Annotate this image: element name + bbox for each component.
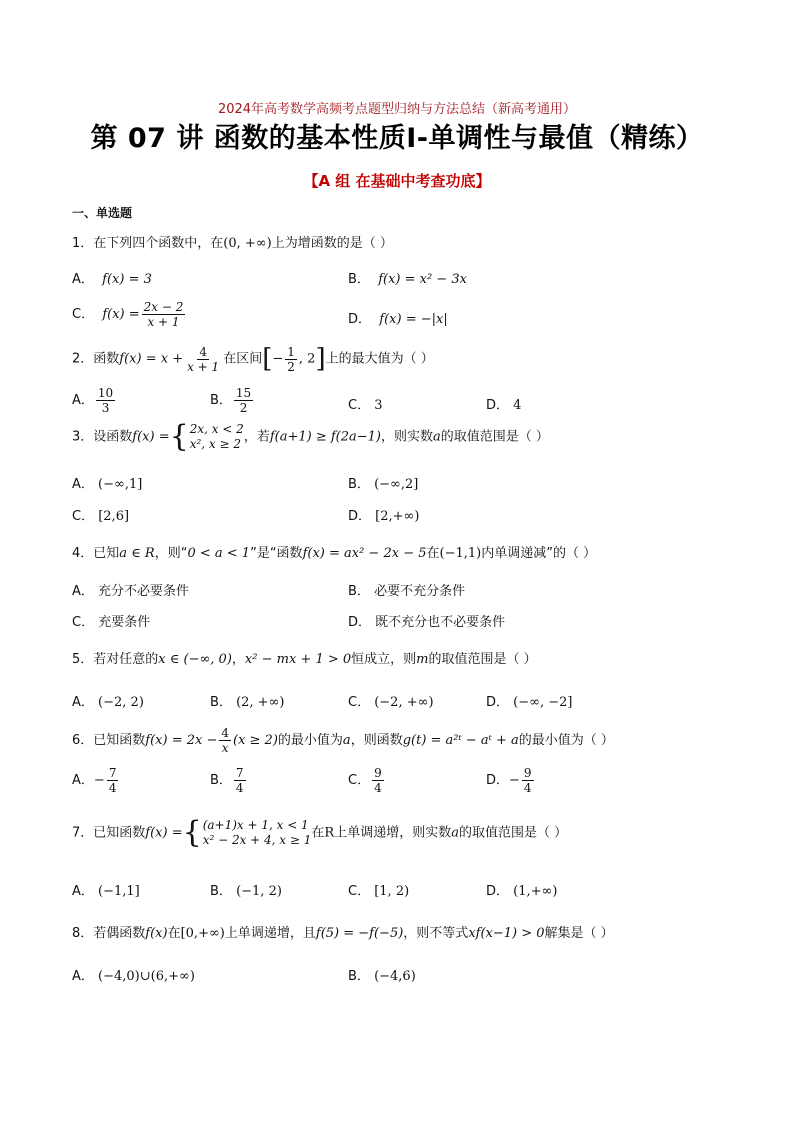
q7-a-label: A．	[72, 884, 94, 899]
q1-option-b	[348, 268, 467, 287]
q3-variable: a	[433, 429, 441, 445]
q4-a-value: 充分不必要条件	[98, 584, 190, 599]
q8-fx: f(x)	[145, 926, 168, 941]
q8-a-value: (−4,0)∪(6,+∞)	[98, 969, 195, 984]
q4-d-value: 既不充分也不必要条件	[375, 615, 506, 630]
q2-d-label: D．	[486, 398, 510, 413]
q5-text-post2: 的取值范围是（ ）	[428, 652, 537, 667]
q2-a-den: 3	[101, 401, 110, 415]
q5-a-label: A．	[72, 695, 94, 710]
q6-domain: (x ≥ 2)	[233, 733, 278, 748]
q7-fx: f(x) =	[145, 825, 183, 841]
q3-piecewise	[169, 419, 244, 454]
q7-d-label: D．	[486, 884, 510, 899]
q2-text-pre: 2．函数	[72, 351, 120, 367]
q2-interval-neg: −	[272, 351, 284, 367]
question-3	[72, 419, 549, 454]
q1-a-value: f(x) = 3	[102, 272, 152, 287]
q4-option-d	[348, 611, 505, 630]
q2-frac-num: 4	[199, 344, 207, 359]
q1-b-label: B．	[348, 272, 370, 287]
q2-c-value: 3	[374, 398, 383, 413]
q7-variable: a	[451, 825, 459, 841]
q2-interval-open: [	[262, 344, 273, 374]
q6-b-num: 7	[235, 766, 244, 780]
q6-option-c	[348, 766, 386, 795]
q2-option-b	[210, 386, 255, 415]
q7-option-d	[486, 880, 557, 899]
q1-c-den: x + 1	[147, 315, 180, 329]
q2-option-d	[486, 394, 521, 413]
q5-option-b	[210, 691, 284, 710]
q4-text-mid2: ”是“函数	[250, 546, 303, 561]
q1-option-a	[72, 268, 152, 287]
q8-text-mid3: ，则不等式	[403, 926, 469, 941]
q7-d-value: (1,+∞)	[513, 884, 558, 899]
q2-d-value: 4	[513, 398, 522, 413]
series-subtitle: 2024年高考数学高频考点题型归纳与方法总结（新高考通用）	[217, 102, 577, 117]
q3-d-value: [2,+∞)	[375, 509, 420, 524]
q2-frac-den: x + 1	[187, 359, 220, 374]
q6-c-label: C．	[348, 773, 371, 788]
q6-a-num: 7	[108, 766, 117, 780]
q6-a-fraction	[107, 766, 119, 795]
q7-case-1: (a+1)x + 1, x < 1	[202, 818, 309, 832]
q6-d-neg: −	[509, 773, 520, 788]
q5-condition-1: x ∈ (−∞, 0)	[158, 652, 232, 667]
q6-text-pre: 6．已知函数	[72, 733, 146, 748]
q7-b-value: (−1, 2)	[236, 884, 282, 899]
q1-interval: (0, +∞)	[223, 236, 272, 251]
q4-option-b	[348, 580, 465, 599]
q6-d-fraction	[522, 766, 534, 795]
q7-text-mid: 在	[311, 825, 325, 841]
q3-option-a	[72, 473, 142, 492]
q3-text-mid: ，若	[243, 429, 270, 445]
q6-b-den: 4	[235, 781, 244, 795]
q4-option-a	[72, 580, 189, 599]
q6-d-den: 4	[523, 781, 532, 795]
q8-text-mid1: 在	[167, 926, 181, 941]
q4-interval: (−1,1)	[439, 546, 482, 561]
q5-text-post1: 恒成立，则	[351, 652, 417, 667]
q7-c-value: [1, 2)	[374, 884, 410, 899]
q8-inequality: xf(x−1) > 0	[468, 926, 545, 941]
question-1	[72, 232, 393, 251]
q5-text-pre: 5．若对任意的	[72, 652, 159, 667]
q5-variable: m	[416, 652, 429, 667]
q7-case-2: x² − 2x + 4, x ≥ 1	[202, 833, 312, 847]
q2-a-fraction	[96, 386, 115, 415]
q4-d-label: D．	[348, 615, 372, 630]
q8-b-label: B．	[348, 969, 370, 984]
q6-option-d	[486, 766, 536, 795]
q3-c-label: C．	[72, 509, 95, 524]
q7-text-post2: 的取值范围是（ ）	[458, 825, 568, 841]
q1-a-label: A．	[72, 272, 94, 287]
q6-c-num: 9	[374, 766, 382, 780]
q4-text-mid1: ，则“	[154, 546, 188, 561]
q4-text-mid3: 在	[426, 546, 440, 561]
q5-c-label: C．	[348, 695, 371, 710]
q4-function: f(x) = ax² − 2x − 5	[302, 546, 427, 561]
q8-text-pre: 8．若偶函数	[72, 926, 146, 941]
q1-option-c	[72, 300, 187, 329]
q1-c-label: C．	[72, 307, 95, 322]
q2-option-a	[72, 386, 117, 415]
q8-text-mid2: 上单调递增，且	[224, 926, 316, 941]
q7-a-value: (−1,1]	[98, 884, 140, 899]
q1-c-lhs: f(x) =	[102, 307, 140, 322]
q3-case-2: x², x ≥ 2	[189, 437, 241, 451]
q8-option-a	[72, 965, 195, 984]
q2-int-den: 2	[287, 359, 295, 374]
q8-b-value: (−4,6)	[374, 969, 416, 984]
q4-option-c	[72, 611, 150, 630]
q6-a-den: 4	[108, 781, 117, 795]
q3-b-value: (−∞,2]	[374, 477, 419, 492]
q6-option-b	[210, 766, 248, 795]
q6-text-post: 的最小值为（ ）	[518, 733, 614, 748]
q7-text-pre: 7．已知函数	[72, 825, 146, 841]
q6-variable: a	[342, 733, 351, 748]
q3-text-post2: 的取值范围是（ ）	[440, 429, 549, 445]
q4-c-label: C．	[72, 615, 95, 630]
q2-interval-fraction	[285, 345, 297, 374]
q5-d-value: (−∞, −2]	[513, 695, 573, 710]
q3-case-1: 2x, x < 2	[189, 422, 244, 436]
q6-d-label: D．	[486, 773, 510, 788]
q7-piecewise	[182, 815, 312, 850]
q6-a-neg: −	[93, 773, 105, 788]
q6-d-num: 9	[523, 766, 532, 780]
q5-option-d	[486, 691, 572, 710]
q3-text-pre: 3．设函数	[72, 429, 133, 445]
q8-a-label: A．	[72, 969, 94, 984]
q2-a-label: A．	[72, 393, 94, 408]
q2-option-c	[348, 394, 383, 413]
q5-a-value: (−2, 2)	[98, 695, 144, 710]
q1-d-value: f(x) = −|x|	[379, 312, 448, 327]
q8-option-b	[348, 965, 416, 984]
q1-d-label: D．	[348, 312, 372, 327]
q5-option-a	[72, 691, 144, 710]
q1-option-d	[348, 308, 448, 327]
question-6	[72, 726, 614, 755]
q2-b-den: 2	[239, 401, 248, 415]
q6-frac-num: 4	[221, 726, 229, 740]
q3-fx: f(x) =	[132, 429, 170, 445]
q5-b-label: B．	[210, 695, 232, 710]
question-5	[72, 648, 537, 667]
q4-c-value: 充要条件	[98, 615, 151, 630]
q3-d-label: D．	[348, 509, 372, 524]
q7-c-label: C．	[348, 884, 371, 899]
q8-condition: f(5) = −f(−5)	[315, 926, 404, 941]
q4-condition-1: a ∈ R	[119, 546, 155, 561]
q2-c-label: C．	[348, 398, 371, 413]
q5-text-mid: ，	[231, 652, 245, 667]
q7-option-a	[72, 880, 140, 899]
q1-text-pre: 1．在下列四个函数中，在	[72, 236, 224, 251]
group-heading: 【A 组 在基础中考查功底】	[303, 172, 491, 190]
q7-text-post1: 上单调递增，则实数	[334, 825, 452, 841]
q3-b-label: B．	[348, 477, 370, 492]
q5-option-c	[348, 691, 434, 710]
q2-fraction	[185, 345, 221, 374]
q3-a-value: (−∞,1]	[98, 477, 143, 492]
q2-fx: f(x) = x +	[119, 351, 184, 367]
q6-c-den: 4	[374, 781, 382, 795]
q6-a-label: A．	[72, 773, 94, 788]
q1-b-value: f(x) = x² − 3x	[378, 272, 467, 287]
q3-c-value: [2,6]	[98, 509, 130, 524]
q8-text-post: 解集是（ ）	[544, 926, 614, 941]
q2-interval-close: ]	[315, 344, 326, 374]
q2-int-num: 1	[287, 344, 295, 359]
q7-brace-glyph: {	[182, 815, 202, 850]
q6-c-fraction	[372, 766, 384, 795]
q3-text-post1: ，则实数	[381, 429, 434, 445]
q7-real-set: R	[324, 825, 335, 841]
question-4	[72, 542, 596, 561]
q1-text-post: 上为增函数的是（ ）	[271, 236, 393, 251]
q5-c-value: (−2, +∞)	[374, 695, 434, 710]
q2-b-label: B．	[210, 393, 232, 408]
q3-a-label: A．	[72, 477, 94, 492]
q8-interval: [0,+∞)	[180, 926, 225, 941]
q2-interval-rest: , 2	[298, 351, 316, 367]
q4-condition-2: 0 < a < 1	[187, 546, 251, 561]
q3-option-d	[348, 505, 419, 524]
q2-b-num: 15	[235, 386, 252, 400]
q3-option-c	[72, 505, 129, 524]
q2-text-post: 上的最大值为（ ）	[325, 351, 434, 367]
section-heading: 一、单选题	[72, 206, 133, 220]
q6-option-a	[72, 766, 120, 795]
question-2	[72, 344, 434, 374]
q1-c-fraction	[142, 300, 186, 329]
q2-b-fraction	[234, 386, 253, 415]
q1-c-num: 2x − 2	[143, 300, 184, 314]
q6-b-label: B．	[210, 773, 232, 788]
q6-fx: f(x) = 2x −	[145, 733, 218, 748]
q6-text-mid2: ，则函数	[350, 733, 403, 748]
q5-condition-2: x² − mx + 1 > 0	[244, 652, 352, 667]
q6-b-fraction	[234, 766, 246, 795]
q5-d-label: D．	[486, 695, 510, 710]
q7-b-label: B．	[210, 884, 232, 899]
q4-b-value: 必要不充分条件	[374, 584, 466, 599]
q5-b-value: (2, +∞)	[236, 695, 285, 710]
q3-brace-glyph: {	[169, 419, 189, 454]
q2-text-mid: 在区间	[223, 351, 263, 367]
q6-fraction	[219, 726, 231, 755]
q4-text-post: 内单调递减”的（ ）	[481, 546, 597, 561]
page-title: 第 07 讲 函数的基本性质Ⅰ-单调性与最值（精练）	[90, 123, 704, 154]
question-7	[72, 815, 568, 850]
q7-option-b	[210, 880, 282, 899]
q6-text-mid: 的最小值为	[277, 733, 343, 748]
q7-option-c	[348, 880, 409, 899]
q4-b-label: B．	[348, 584, 370, 599]
question-8	[72, 922, 614, 941]
q4-text-pre: 4．已知	[72, 546, 120, 561]
q4-a-label: A．	[72, 584, 94, 599]
q3-condition: f(a+1) ≥ f(2a−1)	[269, 429, 381, 445]
q3-option-b	[348, 473, 418, 492]
q2-a-num: 10	[97, 386, 114, 400]
q6-gx: g(t) = a²ᵗ − aᵗ + a	[402, 733, 519, 748]
q6-frac-den: x	[221, 741, 229, 755]
